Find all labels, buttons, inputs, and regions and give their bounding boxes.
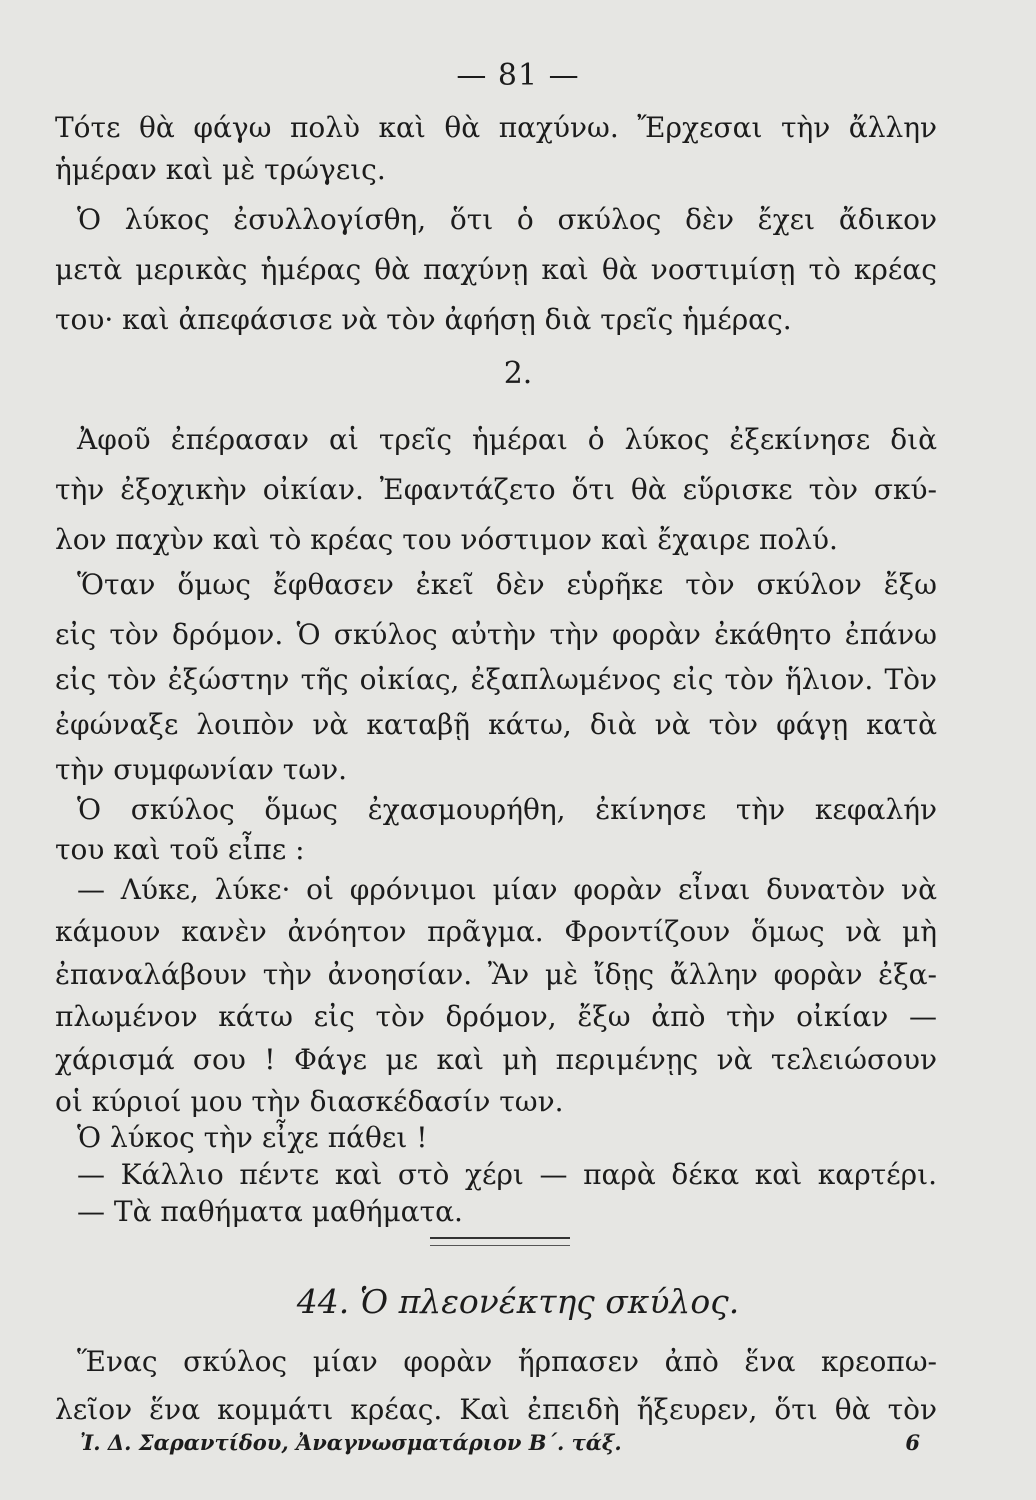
section-number: 2. — [503, 356, 533, 391]
text-line: Ἕνας σκύλος μίαν φορὰν ἥρπασεν ἀπὸ ἕνα κρεοπω- — [77, 1345, 937, 1378]
divider — [430, 1237, 570, 1246]
text-line: του· καὶ ἀπεφάσισε νὰ τὸν ἀφήσῃ διὰ τρεῖς ἡμέρας. — [55, 303, 792, 336]
footer-text: Ἰ. Δ. Σαραντίδου, Ἀναγνωσματάριον Β΄. τάξ. — [80, 1430, 622, 1455]
text-line: ἐπαναλάβουν τὴν ἀνοησίαν. Ἂν μὲ ἴδῃς ἄλλην φορὰν ἐξα- — [55, 958, 937, 991]
text-line: Τότε θὰ φάγω πολὺ καὶ θὰ παχύνω. Ἔρχεσαι τὴν ἄλλην — [55, 111, 937, 144]
text-line: λεῖον ἕνα κομμάτι κρέας. Καὶ ἐπειδὴ ἤξευρεν, ὅτι θὰ τὸν — [55, 1393, 937, 1426]
text-line: εἰς τὸν ἐξώστην τῆς οἰκίας, ἐξαπλωμένος εἰς τὸν ἥλιον. Τὸν — [55, 663, 937, 696]
chapter-title: 44. Ὁ πλεονέκτης σκύλος. — [296, 1282, 740, 1321]
text-line: χάρισμά σου ! Φάγε με καὶ μὴ περιμένῃς νὰ τελειώσουν — [55, 1043, 937, 1076]
text-line: — Λύκε, λύκε· οἱ φρόνιμοι μίαν φορὰν εἶναι δυνατὸν νὰ — [77, 873, 937, 906]
signature-mark: 6 — [905, 1430, 920, 1455]
text-line: πλωμένον κάτω εἰς τὸν δρόμον, ἔξω ἀπὸ τὴν οἰκίαν — — [55, 1000, 937, 1033]
text-line: ἐφώναξε λοιπὸν νὰ καταβῇ κάτω, διὰ νὰ τὸν φάγῃ κατὰ — [55, 708, 937, 741]
text-line: οἱ κύριοί μου τὴν διασκέδασίν των. — [55, 1085, 564, 1118]
text-line: κάμουν κανὲν ἀνόητον πρᾶγμα. Φροντίζουν ὅμως νὰ μὴ — [55, 915, 937, 948]
text-line: του καὶ τοῦ εἶπε : — [55, 833, 305, 866]
text-line: — Τὰ παθήματα μαθήματα. — [77, 1195, 463, 1228]
text-line: — Κάλλιο πέντε καὶ στὸ χέρι — παρὰ δέκα καὶ καρτέρι. — [77, 1158, 937, 1191]
text-line: ἡμέραν καὶ μὲ τρώγεις. — [55, 153, 386, 186]
text-line: τὴν συμφωνίαν των. — [55, 753, 348, 786]
text-line: τὴν ἐξοχικὴν οἰκίαν. Ἐφαντάζετο ὅτι θὰ εὕρισκε τὸν σκύ- — [55, 473, 937, 506]
text-line: Ὁ λύκος τὴν εἶχε πάθει ! — [77, 1121, 428, 1154]
text-line: Ὁ σκύλος ὅμως ἐχασμουρήθη, ἐκίνησε τὴν κεφαλήν — [77, 793, 937, 826]
footer — [80, 1430, 920, 1455]
page-number: — 81 — — [456, 58, 580, 93]
text-line: εἰς τὸν δρόμον. Ὁ σκύλος αὐτὴν τὴν φορὰν ἐκάθητο ἐπάνω — [55, 618, 937, 651]
text-line: Ὁ λύκος ἐσυλλογίσθη, ὅτι ὁ σκύλος δὲν ἔχει ἄδικον — [77, 203, 937, 236]
text-line: λον παχὺν καὶ τὸ κρέας του νόστιμον καὶ ἔχαιρε πολύ. — [55, 523, 838, 556]
text-line: Ὅταν ὅμως ἔφθασεν ἐκεῖ δὲν εὑρῆκε τὸν σκύλον ἔξω — [77, 568, 937, 601]
text-line: μετὰ μερικὰς ἡμέρας θὰ παχύνῃ καὶ θὰ νοστιμίσῃ τὸ κρέας — [55, 253, 937, 286]
text-line: Ἀφοῦ ἐπέρασαν αἱ τρεῖς ἡμέραι ὁ λύκος ἐξεκίνησε διὰ — [77, 423, 937, 456]
